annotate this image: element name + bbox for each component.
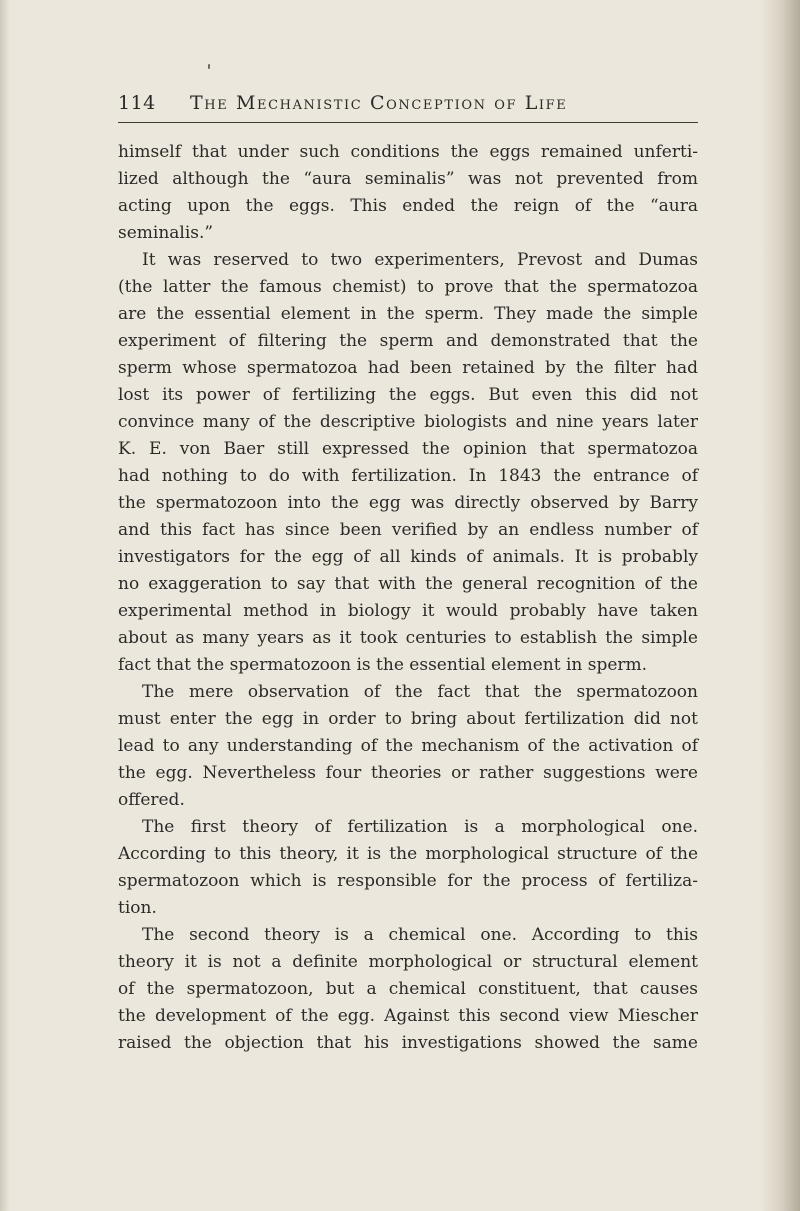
text-line: the spermatozoon into the egg was directly observed by Barry [118,493,698,513]
text-line: seminalis.” [118,223,214,243]
text-line: had nothing to do with fertilization. In 1843 the entrance of [118,466,698,486]
text-line: sperm whose spermatozoa had been retained by the filter had [118,358,698,378]
text-line: offered. [118,790,185,810]
text-line: no exaggeration to say that with the general recognition of the [118,574,698,594]
text-line: tion. [118,898,157,918]
text-line: spermatozoon which is responsible for the process of fertiliza- [118,871,698,891]
text-line: raised the objection that his investigations showed the same [118,1033,698,1053]
text-line: K. E. von Baer still expressed the opinion that spermatozoa [118,439,698,459]
page-number: 114 [118,92,156,114]
text-line: himself that under such conditions the eggs remained unferti- [118,142,698,162]
text-line: lead to any understanding of the mechanism of the activation of [118,736,698,756]
page-edge-shadow-left [0,0,10,1211]
text-line: are the essential element in the sperm. They made the simple [118,304,698,324]
page-edge-shadow-right [760,0,800,1211]
text-line: the development of the egg. Against this second view Miescher [118,1006,698,1026]
text-line: acting upon the eggs. This ended the reign of the “aura [118,196,698,216]
text-line: lized although the “aura seminalis” was not prevented from [118,169,698,189]
text-line: theory it is not a definite morphological or structural element [118,952,698,972]
text-line: experiment of filtering the sperm and demonstrated that the [118,331,698,351]
text-line: The second theory is a chemical one. According to this [142,925,698,945]
text-line: and this fact has since been verified by an endless number of [118,520,698,540]
text-line: fact that the spermatozoon is the essential element in sperm. [118,655,648,675]
text-line: According to this theory, it is the morphological structure of the [118,844,698,864]
text-line: about as many years as it took centuries to establish the simple [118,628,698,648]
text-line: convince many of the descriptive biologists and nine years later [118,412,698,432]
body-text [118,139,698,1057]
text-line: lost its power of fertilizing the eggs. But even this did not [118,385,698,405]
ink-speck [208,64,210,69]
text-line: the egg. Nevertheless four theories or rather suggestions were [118,763,698,783]
text-line: The first theory of fertilization is a morphological one. [142,817,698,837]
text-line: It was reserved to two experimenters, Prevost and Dumas [142,250,698,270]
running-header [118,92,698,123]
text-line: (the latter the famous chemist) to prove that the spermatozoa [118,277,698,297]
text-line: experimental method in biology it would probably have taken [118,601,698,621]
text-line: must enter the egg in order to bring about fertilization did not [118,709,698,729]
running-title: The Mechanistic Conception of Life [190,92,568,114]
text-line: investigators for the egg of all kinds of animals. It is probably [118,547,698,567]
text-line: of the spermatozoon, but a chemical constituent, that causes [118,979,698,999]
text-line: The mere observation of the fact that the spermatozoon [142,682,698,702]
